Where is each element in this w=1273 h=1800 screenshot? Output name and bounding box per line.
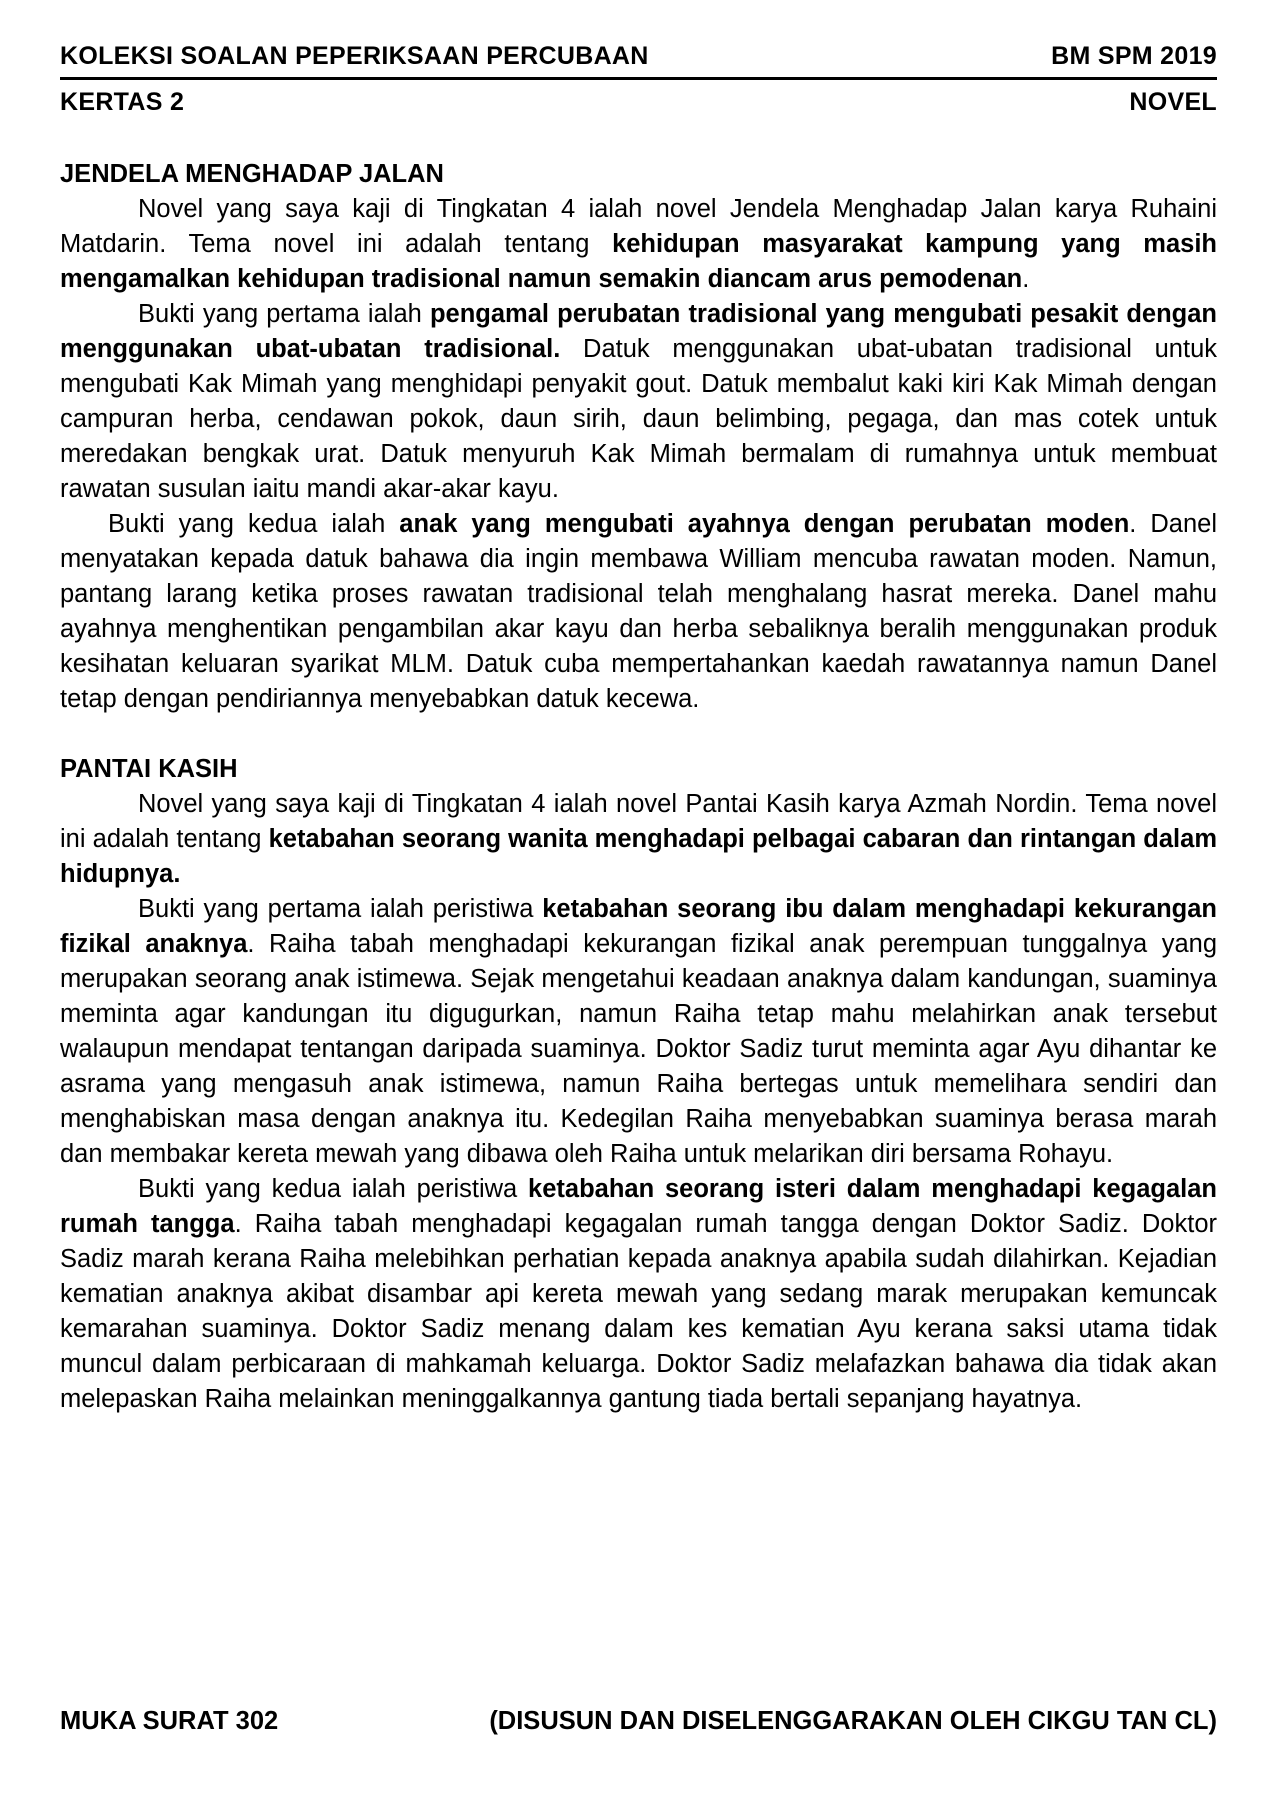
bold-run: ketabahan seorang wanita menghadapi pelbagai cabaran dan rintangan dalam hidupnya. <box>60 825 1217 888</box>
jendela-paragraph-1 <box>60 192 1217 297</box>
page-footer <box>60 1707 1217 1736</box>
bold-run: anak yang mengubati ayahnya dengan perubatan moden <box>399 510 1130 538</box>
text-run: . Danel menyatakan kepada datuk bahawa dia ingin membawa William mencuba rawatan moden. Namun, pantang larang ketika proses rawatan tradisional telah menghalang hasrat mereka. Danel mahu ayahnya menghentikan pengambilan akar kayu dan herba sebaliknya beralih menggunakan produk kesihatan keluaran syarikat MLM. Datuk cuba mempertahankan kaedah rawatannya namun Danel tetap dengan pendiriannya menyebabkan datuk kecewa. <box>60 510 1217 713</box>
jendela-paragraph-3 <box>60 507 1217 717</box>
footer-credit: (DISUSUN DAN DISELENGGARAKAN OLEH CIKGU TAN CL) <box>489 1707 1217 1735</box>
section-title-pantai: PANTAI KASIH <box>60 755 238 783</box>
header-sub-row <box>60 80 1217 117</box>
text-run: Bukti yang kedua ialah peristiwa <box>138 1175 529 1203</box>
text-run: Bukti yang kedua ialah <box>108 510 400 538</box>
bold-run: kehidupan masyarakat kampung yang masih mengamalkan kehidupan tradisional namun semakin diancam arus pemodenan <box>60 230 1217 293</box>
pantai-paragraph-2 <box>60 892 1217 1172</box>
section-gap <box>60 717 1217 752</box>
header-right-sub: NOVEL <box>1129 88 1217 116</box>
pantai-paragraph-1 <box>60 787 1217 892</box>
section-title-jendela: JENDELA MENGHADAP JALAN <box>60 160 444 188</box>
text-run: Bukti yang pertama ialah <box>138 300 430 328</box>
header-left-sub: KERTAS 2 <box>60 88 185 116</box>
header-top-row <box>60 42 1217 80</box>
text-run: Bukti yang pertama ialah peristiwa <box>138 895 543 923</box>
header-right-title: BM SPM 2019 <box>1051 42 1217 70</box>
document-body <box>60 157 1217 1417</box>
bold-run: pengamal perubatan tradisional yang mengubati pesakit dengan menggunakan ubat-ubatan tradisional. <box>60 300 1217 363</box>
bold-run: ketabahan seorang ibu dalam menghadapi kekurangan fizikal anaknya <box>60 895 1217 958</box>
jendela-paragraph-2 <box>60 297 1217 507</box>
text-run: Novel yang saya kaji di Tingkatan 4 ialah novel Pantai Kasih karya Azmah Nordin. Tema novel ini adalah tentang <box>60 790 1217 853</box>
text-run: Novel yang saya kaji di Tingkatan 4 ialah novel Jendela Menghadap Jalan karya Ruhaini Matdarin. Tema novel ini adalah tentang <box>60 195 1217 258</box>
text-run: . <box>1022 265 1030 293</box>
text-run: Datuk menggunakan ubat-ubatan tradisional untuk mengubati Kak Mimah yang menghidapi penyakit gout. Datuk membalut kaki kiri Kak Mimah dengan campuran herba, cendawan pokok, daun sirih, daun belimbing, pegaga, dan mas cotek untuk meredakan bengkak urat. Datuk menyuruh Kak Mimah bermalam di rumahnya untuk membuat rawatan susulan iaitu mandi akar-akar kayu. <box>60 335 1217 503</box>
document-page <box>60 42 1217 1782</box>
text-run: . Raiha tabah menghadapi kekurangan fizikal anak perempuan tunggalnya yang merupakan seorang anak istimewa. Sejak mengetahui keadaan anaknya dalam kandungan, suaminya meminta agar kandungan itu digugurkan, namun Raiha tetap mahu melahirkan anak tersebut walaupun mendapat tentangan daripada suaminya. Doktor Sadiz turut meminta agar Ayu dihantar ke asrama yang mengasuh anak istimewa, namun Raiha bertegas untuk memelihara sendiri dan menghabiskan masa dengan anaknya itu. Kedegilan Raiha menyebabkan suaminya berasa marah dan membakar kereta mewah yang dibawa oleh Raiha untuk melarikan diri bersama Rohayu. <box>60 930 1217 1168</box>
pantai-paragraph-3 <box>60 1172 1217 1417</box>
bold-run: ketabahan seorang isteri dalam menghadapi kegagalan rumah tangga <box>60 1175 1217 1238</box>
text-run: . Raiha tabah menghadapi kegagalan rumah tangga dengan Doktor Sadiz. Doktor Sadiz marah kerana Raiha melebihkan perhatian kepada anaknya apabila sudah dilahirkan. Kejadian kematian anaknya akibat disambar api kereta mewah yang sedang marak merupakan kemuncak kemarahan suaminya. Doktor Sadiz menang dalam kes kematian Ayu kerana saksi utama tidak muncul dalam perbicaraan di mahkamah keluarga. Doktor Sadiz melafazkan bahawa dia tidak akan melepaskan Raiha melainkan meninggalkannya gantung tiada bertali sepanjang hayatnya. <box>60 1210 1217 1413</box>
footer-page-label: MUKA SURAT 302 <box>60 1707 279 1735</box>
header-left-title: KOLEKSI SOALAN PEPERIKSAAN PERCUBAAN <box>60 42 649 70</box>
